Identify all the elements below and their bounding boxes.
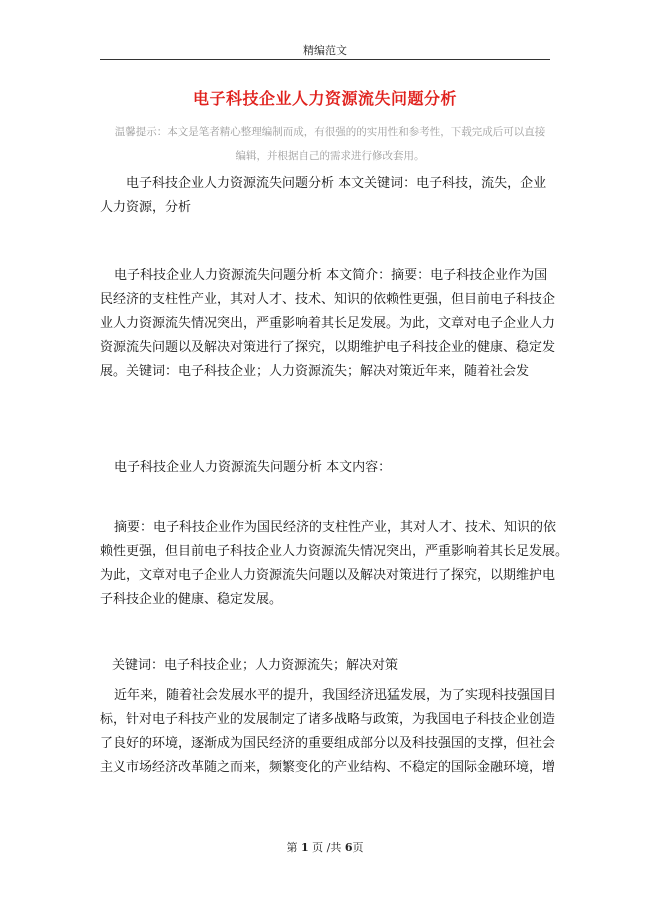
paragraph-body: [100, 684, 560, 780]
tip-notice: [100, 120, 560, 168]
tip-line: 编辑，并根据自己的需求进行修改套用。: [235, 150, 425, 162]
text-line: 近年来，随着社会发展水平的提升，我国经济迅猛发展，为了实现科技强国目: [114, 688, 557, 703]
paragraph-abstract: [100, 516, 569, 612]
page-header: 精编范文: [303, 44, 347, 57]
paragraph-keywords-intro: [100, 172, 560, 220]
tip-line: 温馨提示：本文是笔者精心整理编制而成，有很强的的实用性和参考性，下载完成后可以直接: [114, 126, 546, 138]
text-line: 电子科技企业人力资源流失问题分析 本文内容：: [114, 460, 392, 475]
text-line: 主义市场经济改革随之而来，频繁变化的产业结构、不稳定的国际金融环境，增: [100, 760, 556, 775]
footer-middle: 页 /共: [312, 841, 342, 854]
text-line: 业人力资源流失情况突出，严重影响着其长足发展。为此，文章对电子企业人力: [100, 316, 556, 331]
footer-prefix: 第: [286, 841, 298, 854]
text-line: 电子科技企业人力资源流失问题分析 本文关键词：电子科技，流失，企业: [126, 176, 547, 191]
text-line: 了良好的环境，逐渐成为国民经济的重要组成部分以及科技强国的支撑，但社会: [100, 736, 556, 751]
text-line: 人力资源，分析: [100, 200, 192, 215]
text-line: 为此，文章对电子企业人力资源流失问题以及解决对策进行了探究，以期维护电: [100, 568, 556, 583]
text-line: 赖性更强，但目前电子科技企业人力资源流失情况突出，严重影响着其长足发展。: [100, 544, 569, 559]
header-divider: [100, 59, 550, 60]
text-line: 民经济的支柱性产业，其对人才、技术、知识的依赖性更强，但目前电子科技企: [100, 292, 556, 307]
text-line: 标，针对电子科技产业的发展制定了诸多战略与政策，为我国电子科技企业创造: [100, 712, 556, 727]
page-footer: [100, 839, 550, 855]
text-line: 子科技企业的健康、稳定发展。: [100, 592, 283, 607]
text-line: 资源流失问题以及解决对策进行了探究，以期维护电子科技企业的健康、稳定发: [100, 340, 556, 355]
text-line: 关键词：电子科技企业；人力资源流失；解决对策: [112, 658, 399, 673]
text-line: 电子科技企业人力资源流失问题分析 本文简介：摘要：电子科技企业作为国: [114, 268, 548, 283]
text-line: 摘要：电子科技企业作为国民经济的支柱性产业，其对人才、技术、知识的依: [114, 520, 557, 535]
total-page-count: 6: [344, 841, 353, 854]
document-title: 电子科技企业人力资源流失问题分析: [192, 89, 457, 108]
paragraph-content-heading: [100, 456, 560, 480]
text-line: 展。关键词：电子科技企业；人力资源流失；解决对策近年来，随着社会发: [100, 364, 530, 379]
current-page-number: 1: [300, 841, 309, 854]
paragraph-summary: [100, 264, 560, 384]
footer-suffix: 页: [352, 841, 364, 854]
paragraph-keywords: [100, 654, 560, 678]
